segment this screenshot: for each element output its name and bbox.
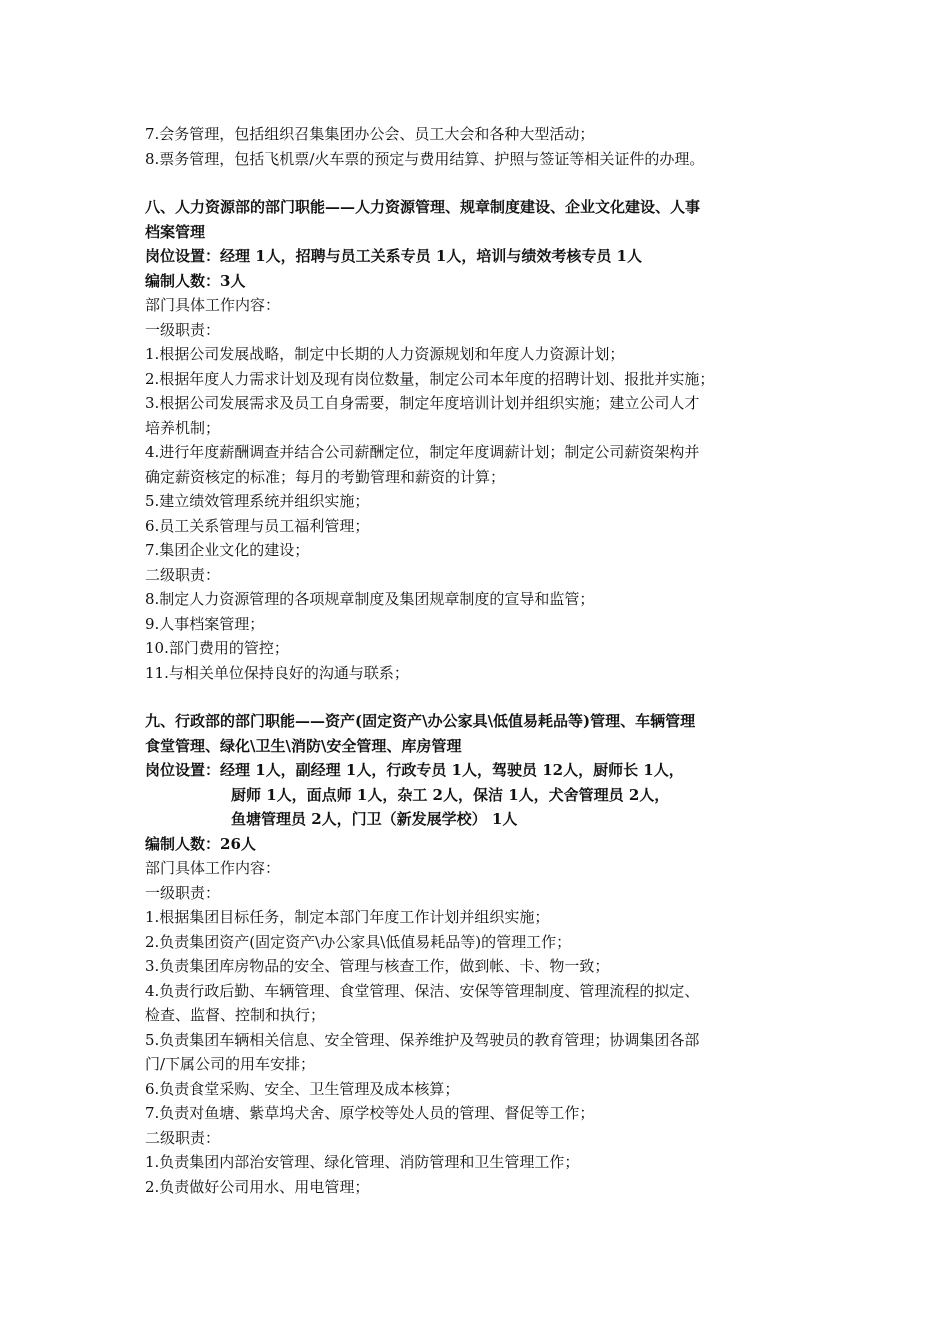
document-page bbox=[145, 122, 815, 1199]
hr-level1-item: 6.员工关系管理与员工福利管理； bbox=[145, 516, 370, 535]
hr-title-line-1: 八、人力资源部的部门职能——人力资源管理、规章制度建设、企业文化建设、人事 bbox=[145, 198, 701, 216]
admin-title-line-1: 九、行政部的部门职能——资产(固定资产\办公家具\低值易耗品等)管理、车辆管理 bbox=[145, 712, 696, 730]
admin-level2-item: 2.负责做好公司用水、用电管理； bbox=[145, 1177, 370, 1196]
section-gap bbox=[145, 171, 815, 195]
admin-headcount: 编制人数：26人 bbox=[145, 834, 256, 853]
hr-section bbox=[145, 195, 815, 685]
hr-level2-item: 11.与相关单位保持良好的沟通与联系； bbox=[145, 663, 409, 682]
admin-title-line-2: 食堂管理、绿化\卫生\消防\安全管理、库房管理 bbox=[145, 736, 462, 755]
section-gap bbox=[145, 685, 815, 709]
hr-level1-item: 2.根据年度人力需求计划及现有岗位数量，制定公司本年度的招聘计划、报批并实施； bbox=[145, 369, 715, 388]
intro-item-7: 7.会务管理，包括组织召集集团办公会、员工大会和各种大型活动； bbox=[145, 125, 595, 143]
hr-level1-item: 4.进行年度薪酬调查并结合公司薪酬定位，制定年度调薪计划；制定公司薪资架构并 bbox=[145, 443, 700, 461]
admin-section bbox=[145, 709, 815, 1199]
hr-title-line-2: 档案管理 bbox=[145, 222, 206, 241]
hr-level2-item: 8.制定人力资源管理的各项规章制度及集团规章制度的宣导和监管； bbox=[145, 590, 595, 608]
admin-positions-line-2: 厨师 1人，面点师 1人，杂工 2人，保洁 1人，犬舍管理员 2人， bbox=[231, 785, 670, 804]
admin-level2-label: 二级职责： bbox=[145, 1128, 221, 1147]
admin-level1-item: 1.根据集团目标任务，制定本部门年度工作计划并组织实施； bbox=[145, 908, 550, 926]
admin-level1-item: 5.负责集团车辆相关信息、安全管理、保养维护及驾驶员的教育管理；协调集团各部 bbox=[145, 1030, 700, 1049]
admin-level1-item: 6.负责食堂采购、安全、卫生管理及成本核算； bbox=[145, 1079, 460, 1098]
admin-level1-label: 一级职责： bbox=[145, 883, 221, 902]
hr-level1-item: 5.建立绩效管理系统并组织实施； bbox=[145, 492, 370, 510]
hr-level2-item: 9.人事档案管理； bbox=[145, 614, 265, 633]
hr-work-label: 部门具体工作内容： bbox=[145, 296, 281, 314]
hr-level1-item: 确定薪资核定的标准；每月的考勤管理和薪资的计算； bbox=[145, 467, 506, 486]
hr-level1-item: 培养机制； bbox=[145, 418, 221, 437]
hr-level2-item: 10.部门费用的管控； bbox=[145, 639, 289, 657]
admin-level1-item: 检查、监督、控制和执行； bbox=[145, 1006, 326, 1024]
admin-level1-item: 7.负责对鱼塘、紫草坞犬舍、原学校等处人员的管理、督促等工作； bbox=[145, 1104, 595, 1122]
admin-level1-item: 3.负责集团库房物品的安全、管理与核查工作，做到帐、卡、物一致； bbox=[145, 957, 610, 975]
hr-headcount: 编制人数：3人 bbox=[145, 271, 246, 290]
hr-level1-label: 一级职责： bbox=[145, 320, 221, 339]
intro-item-8: 8.票务管理，包括飞机票/火车票的预定与费用结算、护照与签证等相关证件的办理。 bbox=[145, 149, 705, 168]
admin-level2-item: 1.负责集团内部治安管理、绿化管理、消防管理和卫生管理工作； bbox=[145, 1153, 580, 1171]
hr-level1-item: 3.根据公司发展需求及员工自身需要，制定年度培训计划并组织实施；建立公司人才 bbox=[145, 394, 700, 412]
admin-level1-item: 4.负责行政后勤、车辆管理、食堂管理、保洁、安保等管理制度、管理流程的拟定、 bbox=[145, 981, 700, 1000]
hr-level1-item: 7.集团企业文化的建设； bbox=[145, 541, 310, 559]
hr-level2-label: 二级职责： bbox=[145, 565, 221, 584]
hr-positions: 岗位设置：经理 1人，招聘与员工关系专员 1人，培训与绩效考核专员 1人 bbox=[145, 247, 642, 265]
admin-level1-item: 2.负责集团资产(固定资产\办公家具\低值易耗品等)的管理工作； bbox=[145, 932, 572, 951]
admin-positions-line-1: 岗位设置：经理 1人，副经理 1人，行政专员 1人，驾驶员 12人，厨师长 1人， bbox=[145, 761, 684, 779]
hr-level1-item: 1.根据公司发展战略，制定中长期的人力资源规划和年度人力资源计划； bbox=[145, 345, 625, 363]
admin-work-label: 部门具体工作内容： bbox=[145, 859, 281, 877]
admin-level1-item: 门/下属公司的用车安排； bbox=[145, 1055, 316, 1073]
admin-positions-line-3: 鱼塘管理员 2人，门卫（新发展学校） 1人 bbox=[231, 810, 518, 828]
